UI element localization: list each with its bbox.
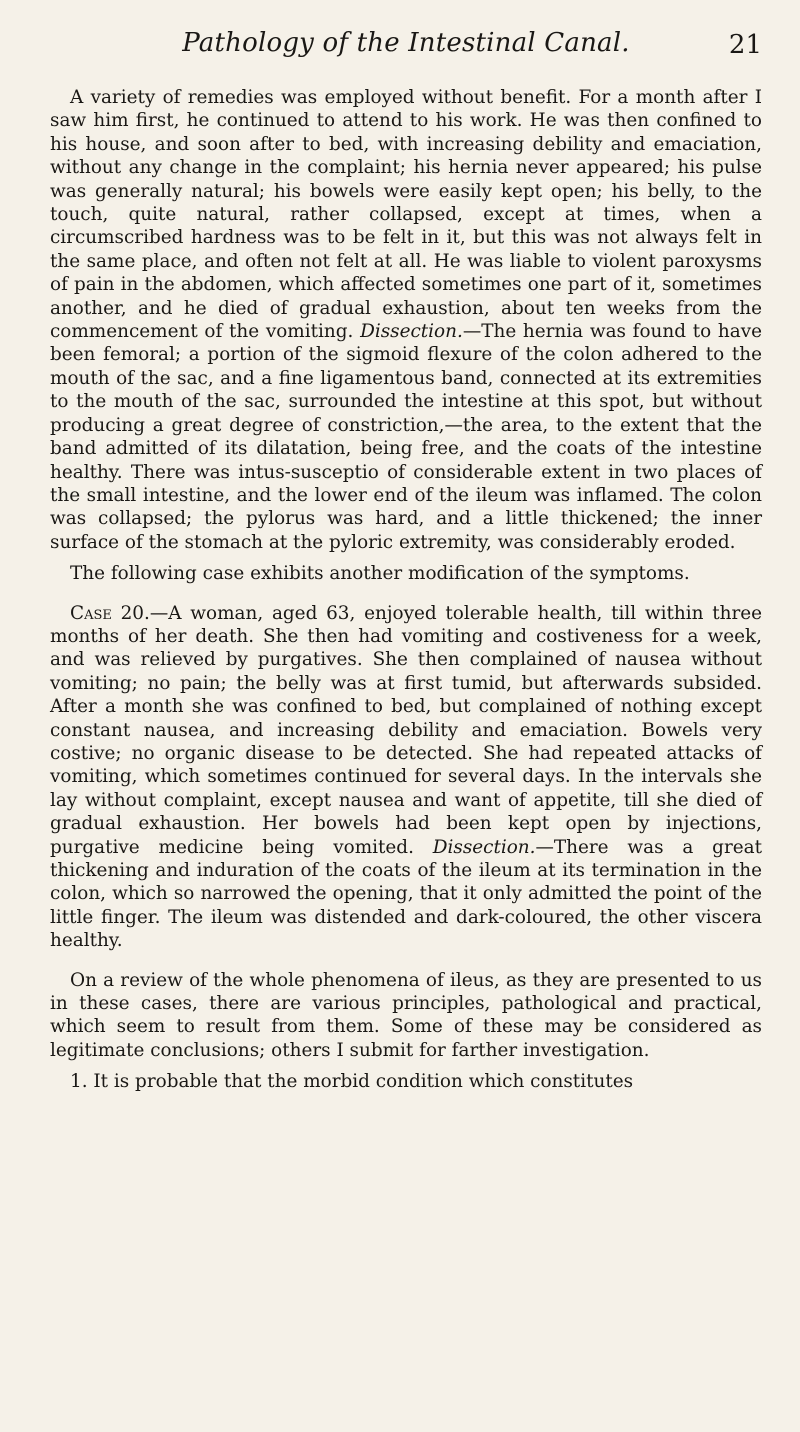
dissection-text: —There was a great thickening and induration of the coats of the ileum at its termination in the colon, which so narrowed the opening, that it only admitted the point of the little finger. The ileum was distended and dark-coloured, the other viscera healthy. <box>50 836 762 952</box>
case-text: —A woman, aged 63, enjoyed tolerable health, till within three months of her death. She then had vomiting and costiveness for a week, and was relieved by purgatives. She then complained of nausea without vomiting; no pain; the belly was at first tumid, but afterwards subsided. After a month she was confined to bed, but complained of nothing except constant nausea, and increasing debility and emaciation. Bowels very costive; no organic disease to be detected. She had repeated attacks of vomiting, which sometimes continued for several days. In the intervals she lay without complaint, except nausea and want of appetite, till she died of gradual exhaustion. Her bowels had been kept open by injections, purgative medicine being vomited. <box>50 602 762 858</box>
running-head <box>50 22 762 64</box>
paragraph <box>50 86 762 554</box>
review-paragraph <box>50 969 762 1063</box>
running-title: Pathology of the Intestinal Canal. <box>182 28 630 58</box>
book-page <box>50 22 762 1412</box>
numbered-paragraph <box>50 1070 762 1093</box>
page-number: 21 <box>728 30 762 60</box>
paragraph-text: A variety of remedies was employed without benefit. For a month after I saw him first, he continued to attend to his work. He was then confined to his house, and soon after to bed, with increasing debility and emaciation, without any change in the complaint; his hernia never appeared; his pulse was generally natural; his bowels were easily kept open; his belly, to the touch, quite natural, rather collapsed, except at times, when a circumscribed hardness was to be felt in it, but this was not always felt in the same place, and often not felt at all. He was liable to violent paroxysms of pain in the abdomen, which affected sometimes one part of it, sometimes another, and he died of gradual exhaustion, about ten weeks from the commencement of the vomiting. <box>50 87 762 343</box>
body-text <box>50 86 762 1094</box>
dissection-label: Dissection. <box>360 321 463 343</box>
paragraph-text: The following case exhibits another modification of the symptoms. <box>70 563 690 585</box>
dissection-label: Dissection. <box>432 836 536 858</box>
case-paragraph <box>50 602 762 953</box>
numbered-text: 1. It is probable that the morbid condition which constitutes <box>70 1071 634 1093</box>
case-label: Case 20. <box>70 602 150 624</box>
paragraph <box>50 562 762 585</box>
review-text: On a review of the whole phenomena of ileus, as they are presented to us in these cases, there are various principles, pathological and practical, which seem to result from them. Some of these may be considered as legitimate conclusions; others I submit for farther investigation. <box>50 969 762 1061</box>
paragraph-text: —The hernia was found to have been femoral; a portion of the sigmoid flexure of the colon adhered to the mouth of the sac, and a fine ligamentous band, connected at its extremities to the mouth of the sac, surrounded the intestine at this spot, but without producing a great degree of constriction,—the area, to the extent that the band admitted of its dilatation, being free, and the coats of the intestine healthy. There was intus-susceptio of considerable extent in two places of the small intestine, and the lower end of the ileum was inflamed. The colon was collapsed; the pylorus was hard, and a little thickened; the inner surface of the stomach at the pyloric extremity, was considerably eroded. <box>50 321 762 553</box>
